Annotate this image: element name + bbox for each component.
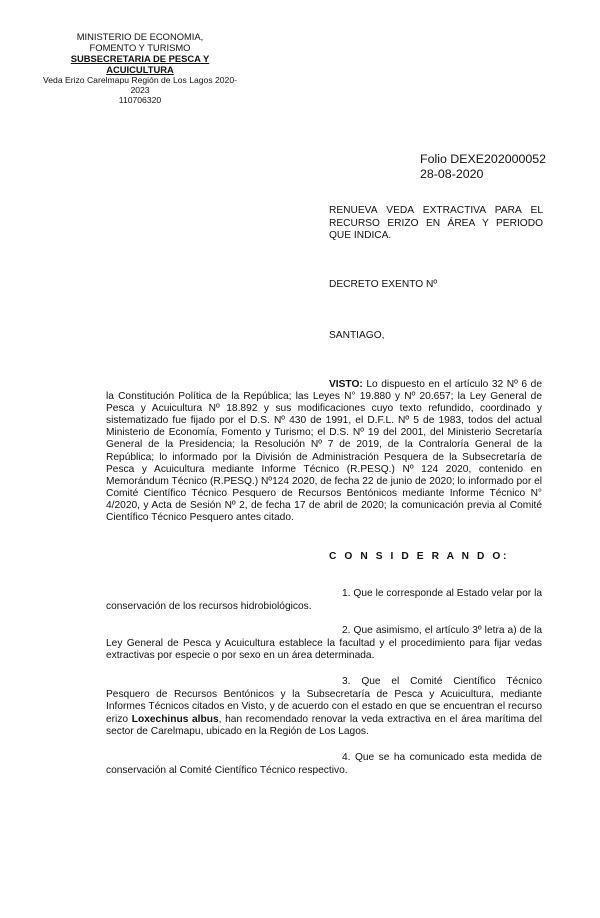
document-header (40, 31, 240, 105)
species-name: Loxechinus albus (131, 713, 219, 725)
reference-number: 110706320 (118, 95, 162, 105)
considerando-item-text: 2. Que asimismo, el artículo 3º letra a) de la Ley General de Pesca y Acuicultura establece la facultad y el procedimiento para fijar vedas extractivas por especie o por sexo en un área determinada. (106, 625, 542, 661)
considerando-item-text-after: , han recomendado renovar la veda extractiva en el área marítima del sector de Carelmapu, ubicado en la Región de Los Lagos. (106, 713, 542, 737)
folio-block (420, 152, 546, 182)
visto-text: Lo dispuesto en el artículo 32 Nº 6 de la Constitución Política de la República; las Leyes N° 19.880 y Nº 20.657; la Ley General de Pesca y Acuicultura Nº 18.892 y sus modificaciones cuyo texto refundido, coordinado y sistematizado fue fijado por el D.S. Nº 430 de 1991, el D.F.L. Nº 5 de 1983, todos del actual Ministerio de Economía, Fomento y Turismo; el D.S. Nº 19 del 2001, del Ministerio Secretaría General de la Presidencia; la Resolución Nº 7 de 2019, de la Contraloría General de la República; lo informado por la División de Administración Pesquera de la Subsecretaría de Pesca y Acuicultura mediante Informe Técnico (R.PESQ.) Nº 124 2020, contenido en Memorándum Técnico (R.PESQ.) Nº124 2020, de fecha 22 de junio de 2020; lo informado por el Comité Científico Técnico Pesquero de Recursos Bentónicos mediante Informe Técnico N° 4/2020, y Acta de Sesión Nº 2, de fecha 17 de abril de 2020; la comunicación previa al Comité Científico Técnico Pesquero antes citado. (106, 379, 542, 524)
considerando-item-1 (106, 588, 542, 613)
reference-line2: 2023 (130, 85, 150, 95)
subsecretaria-name-line1: SUBSECRETARIA DE PESCA Y (70, 53, 210, 64)
visto-paragraph (106, 379, 542, 524)
reference-line1: Veda Erizo Carelmapu Región de Los Lagos 2020- (43, 75, 237, 85)
considerando-item-text: 1. Que le corresponde al Estado velar por la conservación de los recursos hidrobiológicos. (106, 588, 542, 612)
decree-subject: RENUEVA VEDA EXTRACTIVA PARA EL RECURSO ERIZO EN ÁREA Y PERIODO QUE INDICA. (329, 205, 543, 241)
considerando-item-4 (106, 752, 542, 777)
considerando-item-text-before: 3. Que el Comité Científico Técnico Pesquero de Recursos Bentónicos y la Subsecretaría de Pesca y Acuicultura, mediante Informes Técnicos citados en Visto, y de acuerdo con el estado en que se encuentran el recurso erizo (106, 676, 542, 725)
ministry-name-line2: FOMENTO Y TURISMO (89, 42, 191, 53)
folio-date: 28-08-2020 (420, 167, 484, 181)
city-line: SANTIAGO, (329, 330, 385, 341)
considerando-title: C O N S I D E R A N D O: (329, 551, 509, 562)
considerando-item-3 (106, 676, 542, 739)
folio-label: Folio DEXE202000052 (420, 152, 547, 166)
subsecretaria-name-line2: ACUICULTURA (106, 64, 174, 75)
considerando-item-text: 4. Que se ha comunicado esta medida de conservación al Comité Científico Técnico respectivo. (106, 752, 542, 776)
decree-title: DECRETO EXENTO Nº (329, 279, 438, 290)
considerando-item-2 (106, 625, 542, 663)
visto-label: VISTO: (329, 379, 363, 390)
ministry-name-line1: MINISTERIO DE ECONOMIA, (76, 31, 204, 42)
